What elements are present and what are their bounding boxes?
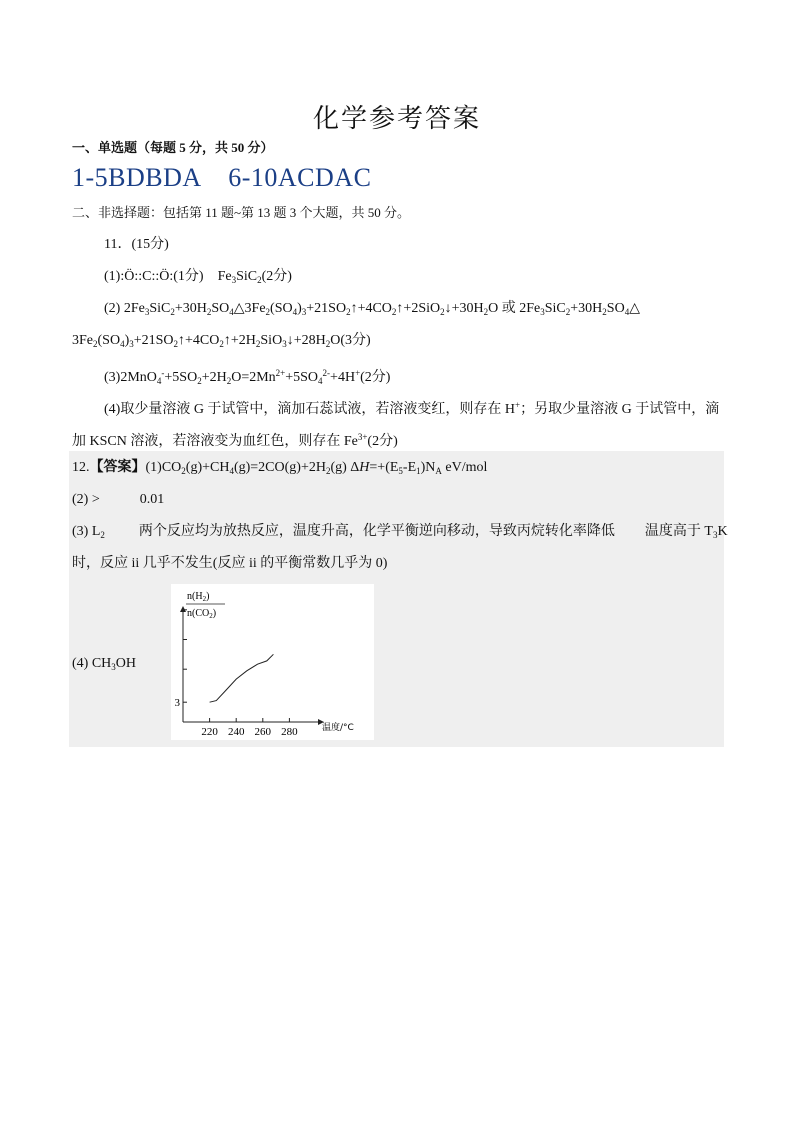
- ticks-layer: [175, 610, 299, 738]
- section1-heading: 一、单选题（每题 5 分，共 50 分）: [72, 140, 274, 155]
- chart-svg: [171, 584, 374, 740]
- q12-answer-tag: 【答案】: [89, 460, 146, 475]
- q12-label: 12.: [72, 460, 90, 475]
- q12-part3-line2: 时，反应 ii 几乎不发生(反应 ii 的平衡常数几乎为 0): [72, 556, 388, 571]
- q11-part4-line1: (4)取少量溶液 G 于试管中，滴加石蕊试液，若溶液变红，则存在 H+；另取少量溶液 G 于试管中，滴: [104, 400, 720, 417]
- series-line: [210, 654, 274, 702]
- y-label-numerator: $n(H_2)$: [187, 591, 210, 603]
- q11-label: 11．(15分): [104, 237, 169, 252]
- q11-part2-line1: (2) $2Fe_3SiC_2+30H_2SO_4\triangle 3Fe_2(SO_4)_3+21SO_2↑+4CO_2↑+2SiO_2↓+30H_2O$ 或 $2Fe_3SiC_2+30H_2SO_4\triangle$: [104, 301, 640, 317]
- q12-part2-a: (2) >: [72, 492, 100, 507]
- q11-part4-line2: 加 KSCN 溶液，若溶液变为血红色，则存在 $Fe^{3+}(2$分): [72, 432, 398, 449]
- q12-part4: (4) $CH_3OH$: [72, 656, 137, 672]
- x-axis-label: 温度/°C: [322, 723, 354, 733]
- q12-part3-c: 温度高于 $T_3K$: [644, 524, 728, 540]
- page-title: 化学参考答案: [312, 104, 481, 133]
- multiple-choice-answers: 1-5BDBDA 6-10ACDAC: [72, 163, 372, 192]
- x-tick-label: 220: [201, 726, 218, 738]
- q12-line-chart: [171, 584, 374, 740]
- q12-answer-box: [69, 451, 724, 747]
- q12-part2: [72, 490, 164, 510]
- y-label-denominator: $n(CO_2)$: [187, 608, 217, 620]
- q11-part1-answer2: $Fe_3SiC_2(2$分): [217, 269, 292, 285]
- x-tick-label: 280: [281, 726, 298, 738]
- q12-part3-a: (3) $L_2$: [72, 524, 105, 540]
- q12-part2-b: 0.01: [139, 492, 165, 507]
- q12-part1-row: [72, 458, 487, 481]
- q12-part3-b: 两个反应均为放热反应，温度升高，化学平衡逆向移动，导致丙烷转化率降低: [138, 524, 615, 539]
- y-tick-label: 3: [174, 697, 180, 710]
- section2-heading: 二、非选择题：包括第 11 题~第 13 题 3 个大题，共 50 分。: [72, 205, 411, 220]
- q12-part3-line1: [72, 522, 728, 545]
- x-tick-label: 240: [227, 726, 245, 738]
- q11-part2-line2: $3Fe_2(SO_4)_3+21SO_2↑+4CO_2↑+2H_2SiO_3↓+28H_2O(3$分): [72, 333, 371, 349]
- q11-part3: $(3)2MnO_4^-+5SO_2+2H_2O=2Mn^{2+}+5SO_4^{2-}+4H^+(2$分): [104, 368, 391, 386]
- q11-part1-prefix: (1):: [104, 269, 125, 284]
- q11-part1: [104, 267, 292, 290]
- y-axis-arrow: [180, 606, 186, 612]
- q12-part1: $(1)CO_2(g)+CH_4(g)=2CO(g)+2H_2(g)$ $\Delta H=+(E_5-E_1)N_A$ eV/mol: [145, 460, 488, 476]
- q11-part1-score: (1分): [173, 269, 204, 284]
- x-tick-label: 260: [254, 726, 272, 738]
- q11-co2-electron-formula: Ö::C::Ö:: [124, 269, 174, 284]
